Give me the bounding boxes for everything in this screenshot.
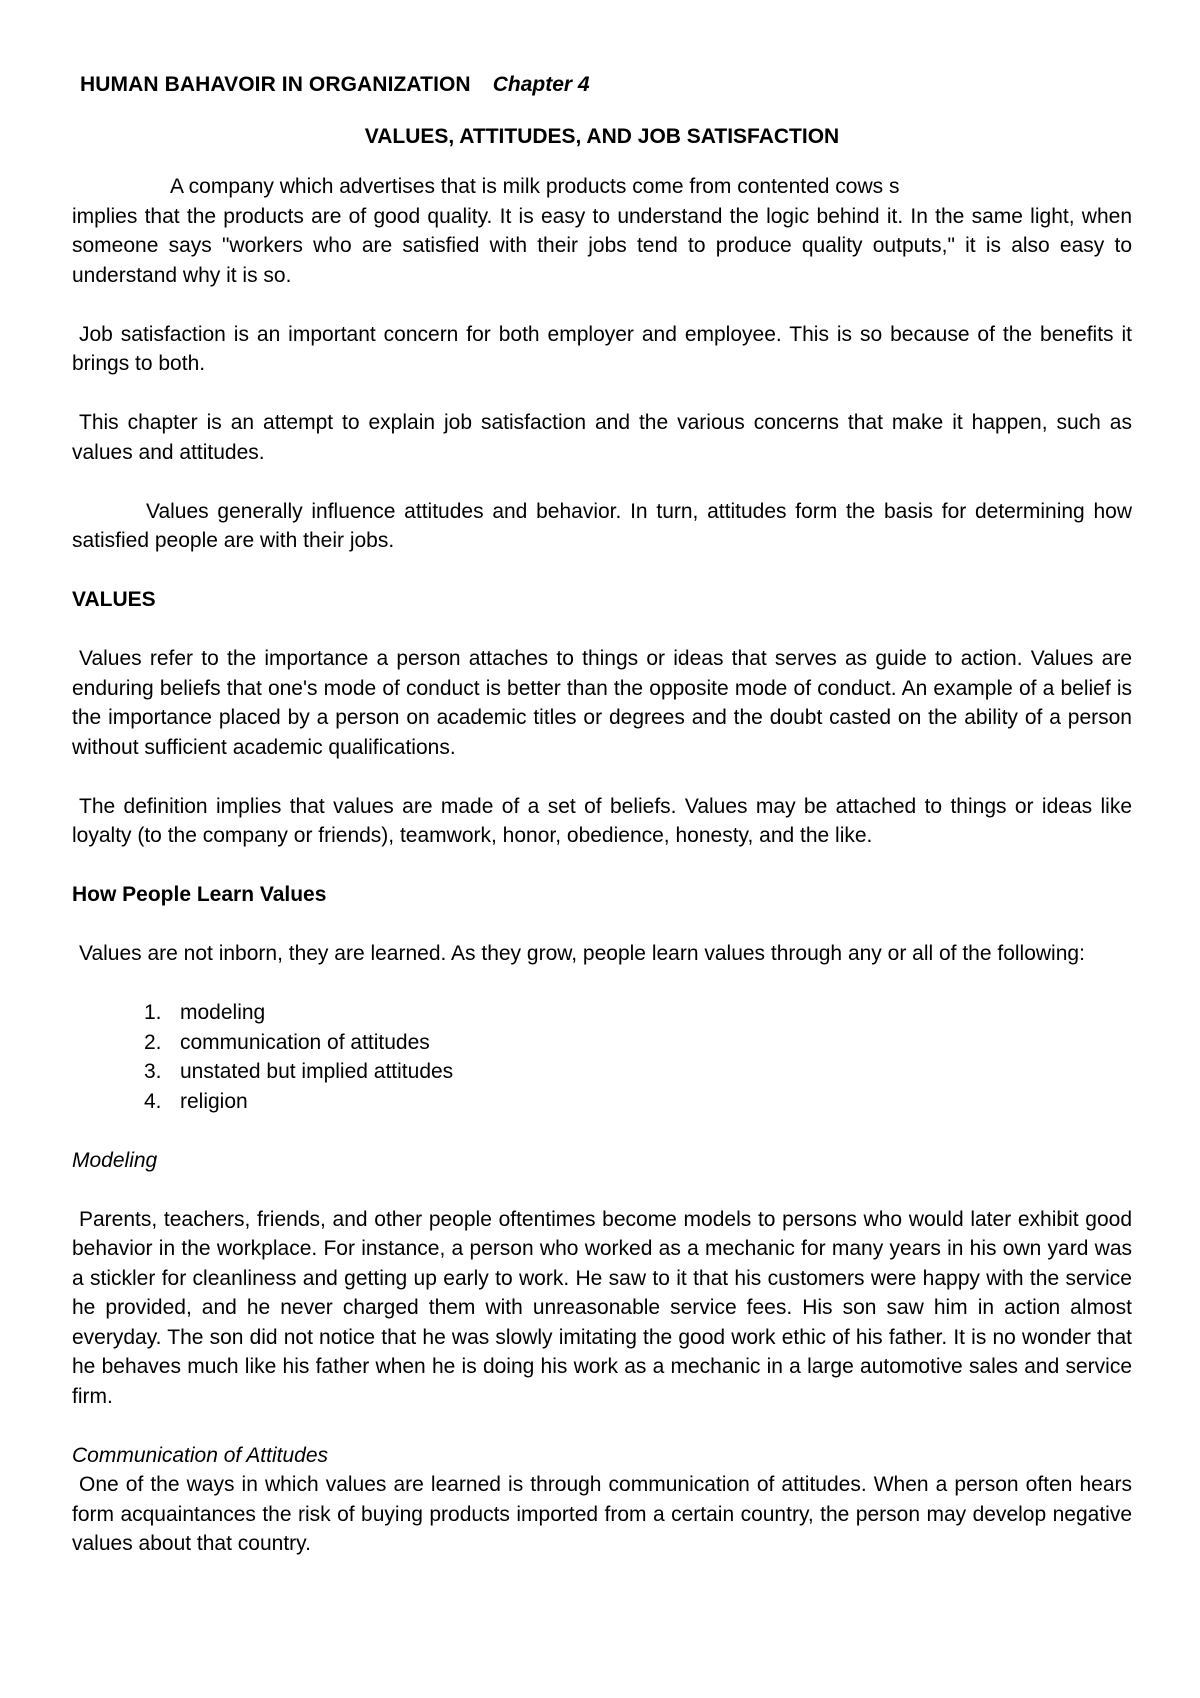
list-item (72, 1087, 1132, 1117)
subheading-modeling: Modeling (72, 1148, 158, 1172)
paragraph-values-learned: Values are not inborn, they are learned. As they grow, people learn values through any or all of the following: (79, 942, 1085, 965)
list-item (72, 1028, 1132, 1058)
chapter-title: VALUES, ATTITUDES, AND JOB SATISFACTION (364, 124, 840, 148)
paragraph-values-influence: Values generally influence attitudes and behavior. In turn, attitudes form the basis for determining how satisfied people are with their jobs. (72, 499, 1132, 552)
paragraph-values-definition: Values refer to the importance a person attaches to things or ideas that serves as guide to action. Values are enduring beliefs that one's mode of conduct is better than the opposite mode of conduct. An example of a belief is the importance placed by a person on academic titles or degrees and the doubt casted on the ability of a person without sufficient academic qualifications. (72, 647, 1132, 759)
paragraph-job-satisfaction: Job satisfaction is an important concern for both employer and employee. This is so because of the benefits it brings to both. (72, 322, 1132, 375)
learn-values-list (72, 998, 1132, 1116)
list-item (72, 998, 1132, 1028)
list-item-text: religion (180, 1089, 248, 1113)
paragraph-chapter-attempt: This chapter is an attempt to explain job satisfaction and the various concerns that make it happen, such as values and attitudes. (72, 411, 1132, 464)
list-item-number: 2. (144, 1030, 162, 1054)
paragraph-values-beliefs: The definition implies that values are made of a set of beliefs. Values may be attached to things or ideas like loyalty (to the company or friends), teamwork, honor, obedience, honesty, and the like. (72, 794, 1132, 847)
course-title: HUMAN BAHAVOIR IN ORGANIZATION (80, 73, 471, 96)
intro-first-line: A company which advertises that is milk products come from contented cows s (170, 175, 900, 198)
list-item-text: modeling (180, 1001, 266, 1024)
subheading-communication-of-attitudes: Communication of Attitudes (72, 1443, 329, 1467)
page-header (80, 70, 1132, 100)
list-item-number: 4. (144, 1089, 162, 1113)
list-item-text: communication of attitudes (180, 1030, 430, 1054)
list-item-number: 1. (144, 1001, 162, 1024)
section-heading-how-people-learn: How People Learn Values (72, 883, 327, 906)
list-item-text: unstated but implied attitudes (180, 1060, 454, 1083)
list-item-number: 3. (144, 1060, 162, 1083)
paragraph-modeling: Parents, teachers, friends, and other people oftentimes become models to persons who would later exhibit good behavior in the workplace. For instance, a person who worked as a mechanic for many years in his own yard was a stickler for cleanliness and getting up early to work. He saw to it that his customers were happy with the service he provided, and he never charged them with unreasonable service fees. His son saw him in action almost everyday. The son did not notice that he was slowly imitating the good work ethic of his father. It is no wonder that he behaves much like his father when he is doing his work as a mechanic in a large automotive sales and service firm. (72, 1207, 1132, 1408)
list-item (72, 1057, 1132, 1087)
chapter-label: Chapter 4 (492, 73, 590, 96)
paragraph-communication: One of the ways in which values are learned is through communication of attitudes. When a person often hears form acquaintances the risk of buying products imported from a certain country, the person may develop negative values about that country. (72, 1473, 1132, 1555)
section-heading-values: VALUES (72, 588, 156, 611)
intro-paragraph: implies that the products are of good quality. It is easy to understand the logic behind it. In the same light, when someone says "workers who are satisfied with their jobs tend to produce quality outputs," it is also easy to understand why it is so. (72, 204, 1132, 287)
